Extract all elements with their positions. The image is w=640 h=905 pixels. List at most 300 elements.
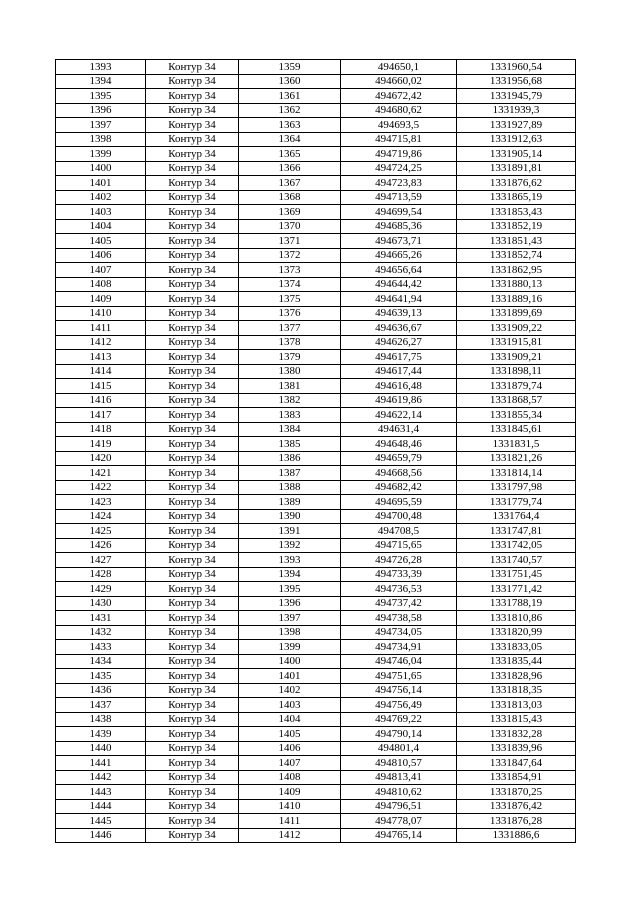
vertex-number-cell: 1384 [239, 422, 341, 437]
x-coordinate-cell: 494622,14 [341, 408, 457, 423]
vertex-number-cell: 1382 [239, 393, 341, 408]
point-number-cell: 1440 [56, 741, 146, 756]
contour-name-cell: Контур 34 [146, 654, 239, 669]
table-row [56, 654, 576, 669]
x-coordinate-cell: 494736,53 [341, 582, 457, 597]
point-number-cell: 1432 [56, 625, 146, 640]
x-coordinate-cell: 494796,51 [341, 799, 457, 814]
contour-name-cell: Контур 34 [146, 263, 239, 278]
y-coordinate-cell: 1331847,64 [457, 756, 576, 771]
point-number-cell: 1400 [56, 161, 146, 176]
x-coordinate-cell: 494700,48 [341, 509, 457, 524]
x-coordinate-cell: 494639,13 [341, 306, 457, 321]
table-row [56, 480, 576, 495]
contour-name-cell: Контур 34 [146, 785, 239, 800]
contour-name-cell: Контур 34 [146, 408, 239, 423]
x-coordinate-cell: 494695,59 [341, 495, 457, 510]
x-coordinate-cell: 494751,65 [341, 669, 457, 684]
table-row [56, 118, 576, 133]
vertex-number-cell: 1365 [239, 147, 341, 162]
y-coordinate-cell: 1331876,28 [457, 814, 576, 829]
table-row [56, 524, 576, 539]
vertex-number-cell: 1367 [239, 176, 341, 191]
point-number-cell: 1395 [56, 89, 146, 104]
x-coordinate-cell: 494631,4 [341, 422, 457, 437]
table-row [56, 335, 576, 350]
y-coordinate-cell: 1331810,86 [457, 611, 576, 626]
point-number-cell: 1397 [56, 118, 146, 133]
y-coordinate-cell: 1331855,34 [457, 408, 576, 423]
vertex-number-cell: 1383 [239, 408, 341, 423]
x-coordinate-cell: 494616,48 [341, 379, 457, 394]
x-coordinate-cell: 494617,44 [341, 364, 457, 379]
vertex-number-cell: 1373 [239, 263, 341, 278]
point-number-cell: 1424 [56, 509, 146, 524]
vertex-number-cell: 1392 [239, 538, 341, 553]
table-row [56, 176, 576, 191]
vertex-number-cell: 1374 [239, 277, 341, 292]
table-row [56, 132, 576, 147]
contour-name-cell: Контур 34 [146, 350, 239, 365]
y-coordinate-cell: 1331915,81 [457, 335, 576, 350]
y-coordinate-cell: 1331899,69 [457, 306, 576, 321]
y-coordinate-cell: 1331909,22 [457, 321, 576, 336]
table-row [56, 582, 576, 597]
x-coordinate-cell: 494665,26 [341, 248, 457, 263]
x-coordinate-cell: 494746,04 [341, 654, 457, 669]
point-number-cell: 1422 [56, 480, 146, 495]
point-number-cell: 1418 [56, 422, 146, 437]
point-number-cell: 1398 [56, 132, 146, 147]
vertex-number-cell: 1372 [239, 248, 341, 263]
y-coordinate-cell: 1331852,74 [457, 248, 576, 263]
contour-name-cell: Контур 34 [146, 567, 239, 582]
y-coordinate-cell: 1331927,89 [457, 118, 576, 133]
table-row [56, 741, 576, 756]
vertex-number-cell: 1376 [239, 306, 341, 321]
table-row [56, 321, 576, 336]
x-coordinate-cell: 494724,25 [341, 161, 457, 176]
y-coordinate-cell: 1331905,14 [457, 147, 576, 162]
point-number-cell: 1404 [56, 219, 146, 234]
x-coordinate-cell: 494660,02 [341, 74, 457, 89]
y-coordinate-cell: 1331876,42 [457, 799, 576, 814]
point-number-cell: 1407 [56, 263, 146, 278]
y-coordinate-cell: 1331870,25 [457, 785, 576, 800]
vertex-number-cell: 1405 [239, 727, 341, 742]
vertex-number-cell: 1366 [239, 161, 341, 176]
y-coordinate-cell: 1331865,19 [457, 190, 576, 205]
x-coordinate-cell: 494713,59 [341, 190, 457, 205]
point-number-cell: 1438 [56, 712, 146, 727]
point-number-cell: 1443 [56, 785, 146, 800]
point-number-cell: 1406 [56, 248, 146, 263]
point-number-cell: 1429 [56, 582, 146, 597]
contour-name-cell: Контур 34 [146, 176, 239, 191]
y-coordinate-cell: 1331779,74 [457, 495, 576, 510]
vertex-number-cell: 1380 [239, 364, 341, 379]
table-row [56, 277, 576, 292]
table-row [56, 567, 576, 582]
vertex-number-cell: 1396 [239, 596, 341, 611]
vertex-number-cell: 1363 [239, 118, 341, 133]
contour-name-cell: Контур 34 [146, 60, 239, 75]
point-number-cell: 1414 [56, 364, 146, 379]
point-number-cell: 1408 [56, 277, 146, 292]
x-coordinate-cell: 494672,42 [341, 89, 457, 104]
vertex-number-cell: 1388 [239, 480, 341, 495]
table-row [56, 248, 576, 263]
point-number-cell: 1445 [56, 814, 146, 829]
x-coordinate-cell: 494619,86 [341, 393, 457, 408]
x-coordinate-cell: 494708,5 [341, 524, 457, 539]
x-coordinate-cell: 494715,65 [341, 538, 457, 553]
table-row [56, 350, 576, 365]
y-coordinate-cell: 1331833,05 [457, 640, 576, 655]
contour-name-cell: Контур 34 [146, 480, 239, 495]
table-row [56, 698, 576, 713]
point-number-cell: 1394 [56, 74, 146, 89]
contour-name-cell: Контур 34 [146, 103, 239, 118]
point-number-cell: 1411 [56, 321, 146, 336]
vertex-number-cell: 1394 [239, 567, 341, 582]
x-coordinate-cell: 494756,14 [341, 683, 457, 698]
y-coordinate-cell: 1331820,99 [457, 625, 576, 640]
y-coordinate-cell: 1331854,91 [457, 770, 576, 785]
coordinates-table [55, 59, 576, 843]
table-row [56, 814, 576, 829]
contour-name-cell: Контур 34 [146, 640, 239, 655]
contour-name-cell: Контур 34 [146, 538, 239, 553]
table-row [56, 509, 576, 524]
point-number-cell: 1399 [56, 147, 146, 162]
contour-name-cell: Контур 34 [146, 335, 239, 350]
vertex-number-cell: 1395 [239, 582, 341, 597]
contour-name-cell: Контур 34 [146, 582, 239, 597]
x-coordinate-cell: 494810,57 [341, 756, 457, 771]
point-number-cell: 1444 [56, 799, 146, 814]
x-coordinate-cell: 494733,39 [341, 567, 457, 582]
contour-name-cell: Контур 34 [146, 814, 239, 829]
point-number-cell: 1401 [56, 176, 146, 191]
x-coordinate-cell: 494734,05 [341, 625, 457, 640]
y-coordinate-cell: 1331891,81 [457, 161, 576, 176]
y-coordinate-cell: 1331880,13 [457, 277, 576, 292]
point-number-cell: 1446 [56, 828, 146, 843]
x-coordinate-cell: 494756,49 [341, 698, 457, 713]
vertex-number-cell: 1403 [239, 698, 341, 713]
point-number-cell: 1403 [56, 205, 146, 220]
x-coordinate-cell: 494656,64 [341, 263, 457, 278]
x-coordinate-cell: 494644,42 [341, 277, 457, 292]
x-coordinate-cell: 494650,1 [341, 60, 457, 75]
point-number-cell: 1423 [56, 495, 146, 510]
x-coordinate-cell: 494659,79 [341, 451, 457, 466]
table-row [56, 89, 576, 104]
contour-name-cell: Контур 34 [146, 306, 239, 321]
point-number-cell: 1426 [56, 538, 146, 553]
vertex-number-cell: 1410 [239, 799, 341, 814]
x-coordinate-cell: 494648,46 [341, 437, 457, 452]
table-row [56, 161, 576, 176]
contour-name-cell: Контур 34 [146, 74, 239, 89]
table-row [56, 669, 576, 684]
x-coordinate-cell: 494790,14 [341, 727, 457, 742]
vertex-number-cell: 1375 [239, 292, 341, 307]
vertex-number-cell: 1361 [239, 89, 341, 104]
y-coordinate-cell: 1331839,96 [457, 741, 576, 756]
vertex-number-cell: 1398 [239, 625, 341, 640]
vertex-number-cell: 1406 [239, 741, 341, 756]
table-row [56, 393, 576, 408]
table-row [56, 756, 576, 771]
point-number-cell: 1416 [56, 393, 146, 408]
contour-name-cell: Контур 34 [146, 683, 239, 698]
table-row [56, 379, 576, 394]
table-row [56, 451, 576, 466]
vertex-number-cell: 1393 [239, 553, 341, 568]
table-row [56, 727, 576, 742]
point-number-cell: 1434 [56, 654, 146, 669]
coordinates-table-body [56, 60, 576, 843]
vertex-number-cell: 1412 [239, 828, 341, 843]
y-coordinate-cell: 1331814,14 [457, 466, 576, 481]
contour-name-cell: Контур 34 [146, 205, 239, 220]
y-coordinate-cell: 1331828,96 [457, 669, 576, 684]
vertex-number-cell: 1379 [239, 350, 341, 365]
vertex-number-cell: 1370 [239, 219, 341, 234]
contour-name-cell: Контур 34 [146, 799, 239, 814]
y-coordinate-cell: 1331912,63 [457, 132, 576, 147]
x-coordinate-cell: 494668,56 [341, 466, 457, 481]
x-coordinate-cell: 494726,28 [341, 553, 457, 568]
x-coordinate-cell: 494801,4 [341, 741, 457, 756]
vertex-number-cell: 1408 [239, 770, 341, 785]
x-coordinate-cell: 494685,36 [341, 219, 457, 234]
x-coordinate-cell: 494765,14 [341, 828, 457, 843]
contour-name-cell: Контур 34 [146, 89, 239, 104]
contour-name-cell: Контур 34 [146, 321, 239, 336]
x-coordinate-cell: 494737,42 [341, 596, 457, 611]
table-row [56, 190, 576, 205]
y-coordinate-cell: 1331815,43 [457, 712, 576, 727]
y-coordinate-cell: 1331939,3 [457, 103, 576, 118]
table-row [56, 828, 576, 843]
vertex-number-cell: 1404 [239, 712, 341, 727]
point-number-cell: 1396 [56, 103, 146, 118]
table-row [56, 60, 576, 75]
point-number-cell: 1412 [56, 335, 146, 350]
x-coordinate-cell: 494699,54 [341, 205, 457, 220]
y-coordinate-cell: 1331747,81 [457, 524, 576, 539]
vertex-number-cell: 1400 [239, 654, 341, 669]
table-row [56, 306, 576, 321]
table-row [56, 292, 576, 307]
y-coordinate-cell: 1331909,21 [457, 350, 576, 365]
contour-name-cell: Контур 34 [146, 132, 239, 147]
x-coordinate-cell: 494673,71 [341, 234, 457, 249]
y-coordinate-cell: 1331851,43 [457, 234, 576, 249]
point-number-cell: 1439 [56, 727, 146, 742]
y-coordinate-cell: 1331742,05 [457, 538, 576, 553]
vertex-number-cell: 1409 [239, 785, 341, 800]
vertex-number-cell: 1378 [239, 335, 341, 350]
y-coordinate-cell: 1331879,74 [457, 379, 576, 394]
contour-name-cell: Контур 34 [146, 495, 239, 510]
contour-name-cell: Контур 34 [146, 277, 239, 292]
vertex-number-cell: 1381 [239, 379, 341, 394]
table-row [56, 422, 576, 437]
contour-name-cell: Контур 34 [146, 828, 239, 843]
y-coordinate-cell: 1331835,44 [457, 654, 576, 669]
vertex-number-cell: 1397 [239, 611, 341, 626]
table-row [56, 263, 576, 278]
y-coordinate-cell: 1331832,28 [457, 727, 576, 742]
y-coordinate-cell: 1331886,6 [457, 828, 576, 843]
vertex-number-cell: 1399 [239, 640, 341, 655]
table-row [56, 234, 576, 249]
point-number-cell: 1417 [56, 408, 146, 423]
contour-name-cell: Контур 34 [146, 611, 239, 626]
point-number-cell: 1436 [56, 683, 146, 698]
x-coordinate-cell: 494626,27 [341, 335, 457, 350]
y-coordinate-cell: 1331740,57 [457, 553, 576, 568]
table-row [56, 205, 576, 220]
x-coordinate-cell: 494680,62 [341, 103, 457, 118]
y-coordinate-cell: 1331797,98 [457, 480, 576, 495]
x-coordinate-cell: 494682,42 [341, 480, 457, 495]
y-coordinate-cell: 1331813,03 [457, 698, 576, 713]
vertex-number-cell: 1387 [239, 466, 341, 481]
vertex-number-cell: 1368 [239, 190, 341, 205]
table-row [56, 596, 576, 611]
point-number-cell: 1405 [56, 234, 146, 249]
contour-name-cell: Контур 34 [146, 669, 239, 684]
x-coordinate-cell: 494810,62 [341, 785, 457, 800]
x-coordinate-cell: 494813,41 [341, 770, 457, 785]
contour-name-cell: Контур 34 [146, 437, 239, 452]
x-coordinate-cell: 494641,94 [341, 292, 457, 307]
contour-name-cell: Контур 34 [146, 219, 239, 234]
table-row [56, 799, 576, 814]
contour-name-cell: Контур 34 [146, 147, 239, 162]
x-coordinate-cell: 494693,5 [341, 118, 457, 133]
y-coordinate-cell: 1331852,19 [457, 219, 576, 234]
contour-name-cell: Контур 34 [146, 625, 239, 640]
contour-name-cell: Контур 34 [146, 379, 239, 394]
vertex-number-cell: 1362 [239, 103, 341, 118]
y-coordinate-cell: 1331876,62 [457, 176, 576, 191]
table-row [56, 74, 576, 89]
vertex-number-cell: 1386 [239, 451, 341, 466]
y-coordinate-cell: 1331845,61 [457, 422, 576, 437]
vertex-number-cell: 1401 [239, 669, 341, 684]
table-row [56, 625, 576, 640]
point-number-cell: 1441 [56, 756, 146, 771]
table-row [56, 640, 576, 655]
contour-name-cell: Контур 34 [146, 741, 239, 756]
vertex-number-cell: 1402 [239, 683, 341, 698]
contour-name-cell: Контур 34 [146, 364, 239, 379]
contour-name-cell: Контур 34 [146, 234, 239, 249]
y-coordinate-cell: 1331788,19 [457, 596, 576, 611]
point-number-cell: 1413 [56, 350, 146, 365]
vertex-number-cell: 1407 [239, 756, 341, 771]
y-coordinate-cell: 1331764,4 [457, 509, 576, 524]
point-number-cell: 1433 [56, 640, 146, 655]
table-row [56, 611, 576, 626]
y-coordinate-cell: 1331868,57 [457, 393, 576, 408]
contour-name-cell: Контур 34 [146, 756, 239, 771]
contour-name-cell: Контур 34 [146, 118, 239, 133]
x-coordinate-cell: 494636,67 [341, 321, 457, 336]
point-number-cell: 1437 [56, 698, 146, 713]
table-row [56, 683, 576, 698]
point-number-cell: 1428 [56, 567, 146, 582]
contour-name-cell: Контур 34 [146, 770, 239, 785]
point-number-cell: 1427 [56, 553, 146, 568]
point-number-cell: 1402 [56, 190, 146, 205]
vertex-number-cell: 1390 [239, 509, 341, 524]
vertex-number-cell: 1360 [239, 74, 341, 89]
y-coordinate-cell: 1331862,95 [457, 263, 576, 278]
table-row [56, 466, 576, 481]
table-row [56, 538, 576, 553]
x-coordinate-cell: 494738,58 [341, 611, 457, 626]
table-row [56, 103, 576, 118]
contour-name-cell: Контур 34 [146, 698, 239, 713]
contour-name-cell: Контур 34 [146, 451, 239, 466]
y-coordinate-cell: 1331821,26 [457, 451, 576, 466]
y-coordinate-cell: 1331960,54 [457, 60, 576, 75]
table-row [56, 437, 576, 452]
contour-name-cell: Контур 34 [146, 524, 239, 539]
table-row [56, 364, 576, 379]
point-number-cell: 1425 [56, 524, 146, 539]
point-number-cell: 1435 [56, 669, 146, 684]
contour-name-cell: Контур 34 [146, 190, 239, 205]
x-coordinate-cell: 494734,91 [341, 640, 457, 655]
y-coordinate-cell: 1331898,11 [457, 364, 576, 379]
table-row [56, 770, 576, 785]
point-number-cell: 1419 [56, 437, 146, 452]
table-row [56, 219, 576, 234]
point-number-cell: 1415 [56, 379, 146, 394]
y-coordinate-cell: 1331956,68 [457, 74, 576, 89]
y-coordinate-cell: 1331771,42 [457, 582, 576, 597]
point-number-cell: 1420 [56, 451, 146, 466]
x-coordinate-cell: 494769,22 [341, 712, 457, 727]
table-row [56, 147, 576, 162]
contour-name-cell: Контур 34 [146, 727, 239, 742]
x-coordinate-cell: 494719,86 [341, 147, 457, 162]
point-number-cell: 1421 [56, 466, 146, 481]
contour-name-cell: Контур 34 [146, 553, 239, 568]
y-coordinate-cell: 1331945,79 [457, 89, 576, 104]
table-row [56, 495, 576, 510]
y-coordinate-cell: 1331831,5 [457, 437, 576, 452]
x-coordinate-cell: 494723,83 [341, 176, 457, 191]
point-number-cell: 1393 [56, 60, 146, 75]
vertex-number-cell: 1389 [239, 495, 341, 510]
vertex-number-cell: 1377 [239, 321, 341, 336]
table-row [56, 712, 576, 727]
point-number-cell: 1431 [56, 611, 146, 626]
x-coordinate-cell: 494617,75 [341, 350, 457, 365]
contour-name-cell: Контур 34 [146, 161, 239, 176]
contour-name-cell: Контур 34 [146, 596, 239, 611]
contour-name-cell: Контур 34 [146, 712, 239, 727]
